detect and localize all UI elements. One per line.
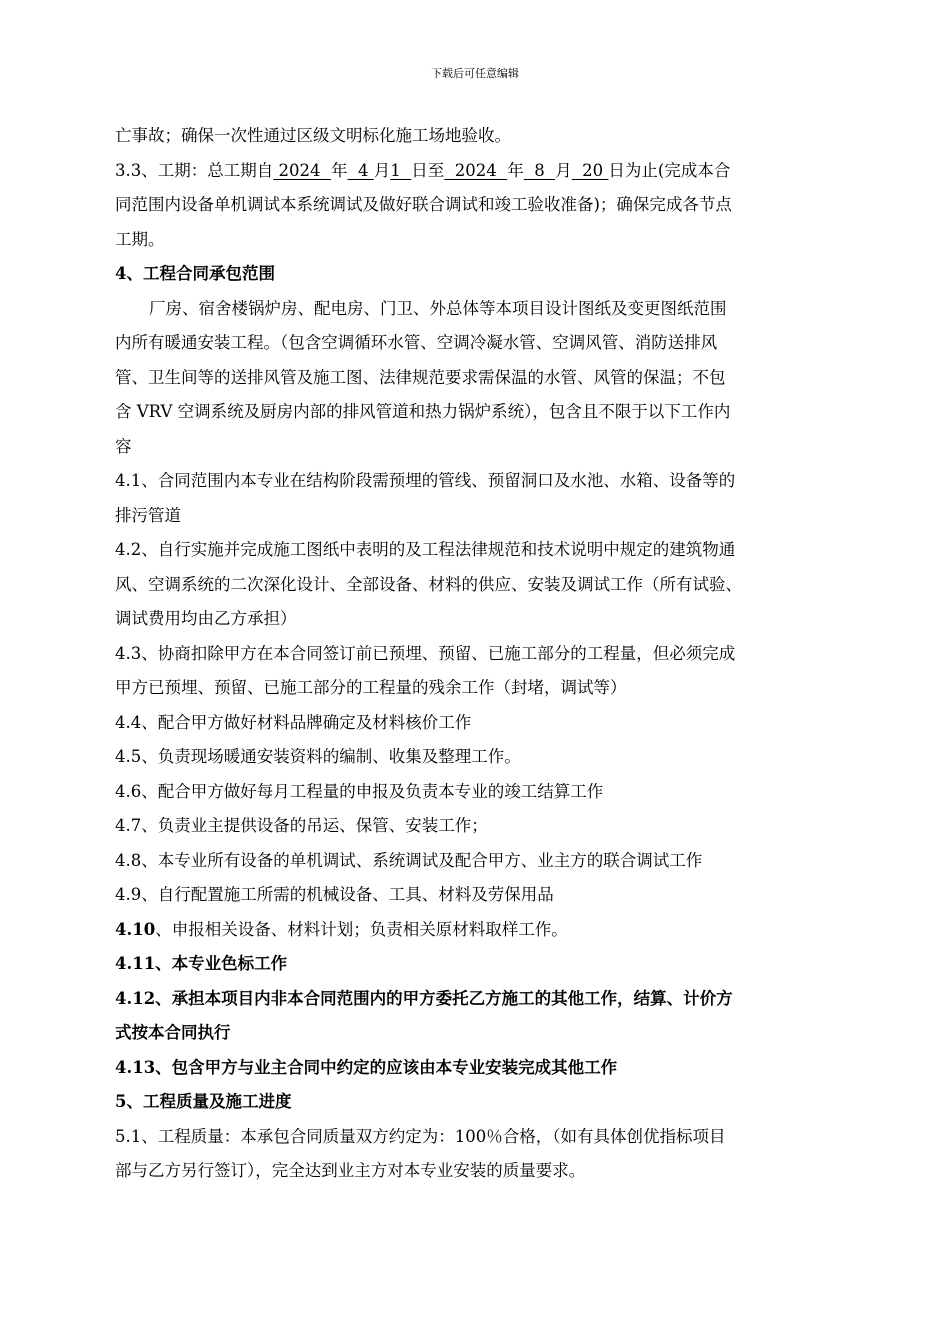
list-item: 4.12、承担本项目内非本合同范围内的甲方委托乙方施工的其他工作，结算、计价方 xyxy=(115,988,733,1008)
paragraph-line: 内所有暖通安装工程。（包含空调循环水管、空调冷凝水管、空调风管、消防送排风 xyxy=(115,333,718,352)
list-item-continuation: 甲方已预埋、预留、已施工部分的工程量的残余工作（封堵，调试等） xyxy=(115,678,627,697)
section-heading: 5、工程质量及施工进度 xyxy=(115,1092,292,1111)
list-item-text: 、申报相关设备、材料计划；负责相关原材料取样工作。 xyxy=(155,919,568,939)
list-item: 4.1、合同范围内本专业在结构阶段需预埋的管线、预留洞口及水池、水箱、设备等的 xyxy=(115,471,736,490)
list-item: 4.9、自行配置施工所需的机械设备、工具、材料及劳保用品 xyxy=(115,885,554,904)
list-item: 4.5、负责现场暖通安装资料的编制、收集及整理工作。 xyxy=(115,747,521,766)
list-item xyxy=(115,913,843,948)
paragraph-line: 工期。 xyxy=(115,229,165,249)
paragraph-line: 管、卫生间等的送排风管及施工图、法律规范要求需保温的水管、风管的保温；不包 xyxy=(115,367,726,387)
paragraph-line: 厂房、宿舍楼锅炉房、配电房、门卫、外总体等本项目设计图纸及变更图纸范围 xyxy=(149,298,727,318)
year-label: 年 xyxy=(330,160,348,180)
list-item-continuation: 部与乙方另行签订），完全达到业主方对本专业安装的质量要求。 xyxy=(115,1161,586,1180)
list-item: 4.8、本专业所有设备的单机调试、系统调试及配合甲方、业主方的联合调试工作 xyxy=(115,850,703,870)
end-month-field: 8 xyxy=(523,160,556,180)
list-item: 4.11、本专业色标工作 xyxy=(115,954,288,973)
page-header: 下载后可任意编辑 xyxy=(431,67,519,80)
list-item: 4.13、包含甲方与业主合同中约定的应该由本专业安装完成其他工作 xyxy=(115,1057,618,1077)
end-day-field: 20 xyxy=(571,160,609,180)
list-item: 4.3、协商扣除甲方在本合同签订前已预埋、预留、已施工部分的工程量，但必须完成 xyxy=(115,643,736,663)
month-label: 月 xyxy=(555,160,572,180)
start-month-field: 4 xyxy=(347,160,374,180)
schedule-line xyxy=(115,154,843,189)
list-item-continuation: 风、空调系统的二次深化设计、全部设备、材料的供应、安装及调试工作（所有试验、 xyxy=(115,574,742,594)
paragraph-line: 同范围内设备单机调试本系统调试及做好联合调试和竣工验收准备)；确保完成各节点 xyxy=(115,195,732,214)
start-year-field: 2024 xyxy=(273,160,331,180)
list-item: 4.7、负责业主提供设备的吊运、保管、安装工作； xyxy=(115,816,488,835)
start-day-field: 1 xyxy=(390,160,412,180)
paragraph-line: 亡事故；确保一次性通过区级文明标化施工场地验收。 xyxy=(115,126,511,145)
schedule-suffix: 日为止(完成本合 xyxy=(608,160,731,180)
year-label: 年 xyxy=(507,160,524,180)
month-label: 月 xyxy=(373,160,391,180)
list-item-number: 4.10 xyxy=(115,919,156,939)
list-item: 4.4、配合甲方做好材料品牌确定及材料核价工作 xyxy=(115,712,472,732)
paragraph-line: 容 xyxy=(115,436,132,456)
end-year-field: 2024 xyxy=(444,160,508,180)
paragraph-line: 含 VRV 空调系统及厨房内部的排风管道和热力锅炉系统），包含且不限于以下工作内 xyxy=(115,402,731,421)
list-item: 4.2、自行实施并完成施工图纸中表明的及工程法律规范和技术说明中规定的建筑物通 xyxy=(115,540,736,559)
schedule-prefix: 3.3、工期：总工期自 xyxy=(115,160,274,180)
list-item-continuation: 调试费用均由乙方承担） xyxy=(115,609,297,628)
list-item: 4.6、配合甲方做好每月工程量的申报及负责本专业的竣工结算工作 xyxy=(115,781,604,801)
list-item-continuation: 排污管道 xyxy=(115,505,181,525)
list-item: 5.1、工程质量：本承包合同质量双方约定为：100％合格，（如有具体创优指标项目 xyxy=(115,1126,726,1146)
to-label: 日至 xyxy=(411,160,445,180)
section-heading: 4、工程合同承包范围 xyxy=(115,264,275,283)
list-item-continuation: 式按本合同执行 xyxy=(115,1023,231,1042)
document-body xyxy=(115,119,843,1189)
